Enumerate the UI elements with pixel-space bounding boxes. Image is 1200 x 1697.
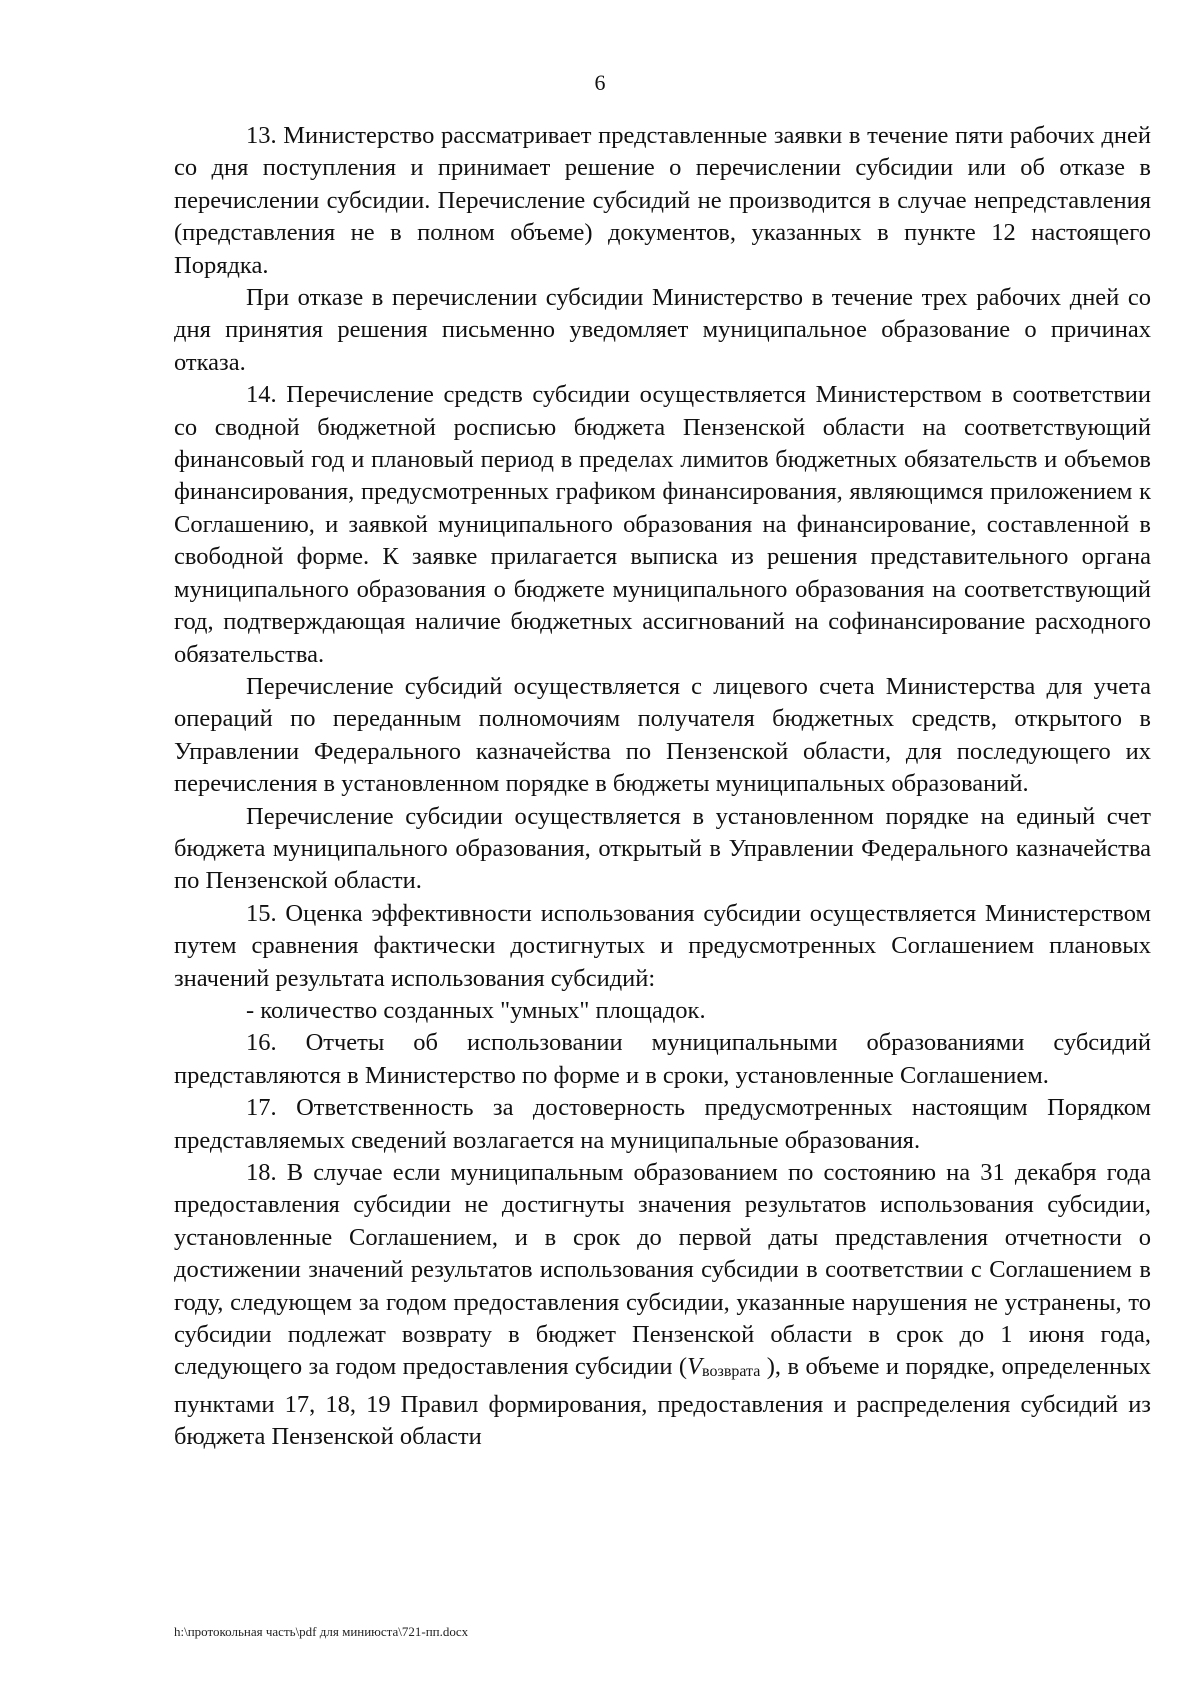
footer-file-path: h:\протокольная часть\pdf для миниюста\721-пп.docx bbox=[174, 1624, 469, 1639]
paragraph-result-indicator: - количество созданных "умных" площадок. bbox=[246, 996, 706, 1024]
paragraph-18-text-start: 18. В случае если муниципальным образованием по состоянию на 31 декабря года предоставления субсидии не достигнуты значения результатов использования субсидии, установленные Соглашением, и в срок до первой даты представления отчетности о достижении значений результатов использования субсидии в соответствии с Соглашением в году, следующем за годом предоставления субсидии, указанные нарушения не устранены, то субсидии подлежат возврату в бюджет Пензенской области в срок до 1 июня года, следующего за годом предоставления субсидии ( bbox=[174, 1159, 1151, 1381]
paragraph-17: 17. Ответственность за достоверность предусмотренных настоящим Порядком представляемых сведений возлагается на муниципальные образования. bbox=[174, 1094, 1151, 1154]
paragraph-14: 14. Перечисление средств субсидии осуществляется Министерством в соответствии со сводной бюджетной росписью бюджета Пензенской области на соответствующий финансовый год и плановый период в пределах лимитов бюджетных обязательств и объемов финансирования, предусмотренных графиком финансирования, являющимся приложением к Соглашению, и заявкой муниципального образования на финансирование, составленной в свободной форме. К заявке прилагается выписка из решения представительного органа муниципального образования о бюджете муниципального образования на соответствующий год, подтверждающая наличие бюджетных ассигнований на софинансирование расходного обязательства. bbox=[174, 381, 1151, 668]
paragraph-16: 16. Отчеты об использовании муниципальными образованиями субсидий представляются в Министерство по форме и в сроки, установленные Соглашением. bbox=[174, 1029, 1151, 1089]
paragraph-refusal-notice: При отказе в перечислении субсидии Министерство в течение трех рабочих дней со дня принятия решения письменно уведомляет муниципальное образование о причинах отказа. bbox=[174, 284, 1151, 376]
paragraph-transfer-account: Перечисление субсидий осуществляется с лицевого счета Министерства для учета операций по переданным полномочиям получателя бюджетных средств, открытого в Управлении Федерального казначейства по Пензенской области, для последующего их перечисления в установленном порядке в бюджеты муниципальных образований. bbox=[174, 672, 1151, 798]
formula-variable bbox=[687, 1353, 760, 1380]
page-number: 6 bbox=[594, 70, 606, 95]
paragraph-15: 15. Оценка эффективности использования субсидии осуществляется Министерством путем сравнения фактически достигнутых и предусмотренных Соглашением плановых значений результата использования субсидий: bbox=[174, 899, 1151, 992]
paragraph-18 bbox=[174, 1157, 1151, 1454]
paragraph-18-text-end: ), в объеме и порядке, определенных пунктами 17, 18, 19 Правил формирования, предоставления и распределения субсидий из бюджета Пензенской области bbox=[174, 1353, 1151, 1451]
document-body bbox=[174, 120, 1151, 1454]
paragraph-single-account: Перечисление субсидии осуществляется в установленном порядке на единый счет бюджета муниципального образования, открытый в Управлении Федерального казначейства по Пензенской области. bbox=[174, 802, 1151, 895]
paragraph-13: 13. Министерство рассматривает представленные заявки в течение пяти рабочих дней со дня поступления и принимает решение о перечислении субсидии или об отказе в перечислении субсидии. Перечисление субсидий не производится в случае непредставления (представления не в полном объеме) документов, указанных в пункте 12 настоящего Порядка. bbox=[174, 122, 1151, 279]
formula-variable-letter: V bbox=[687, 1353, 703, 1381]
formula-variable-subscript: возврата bbox=[702, 1363, 761, 1381]
